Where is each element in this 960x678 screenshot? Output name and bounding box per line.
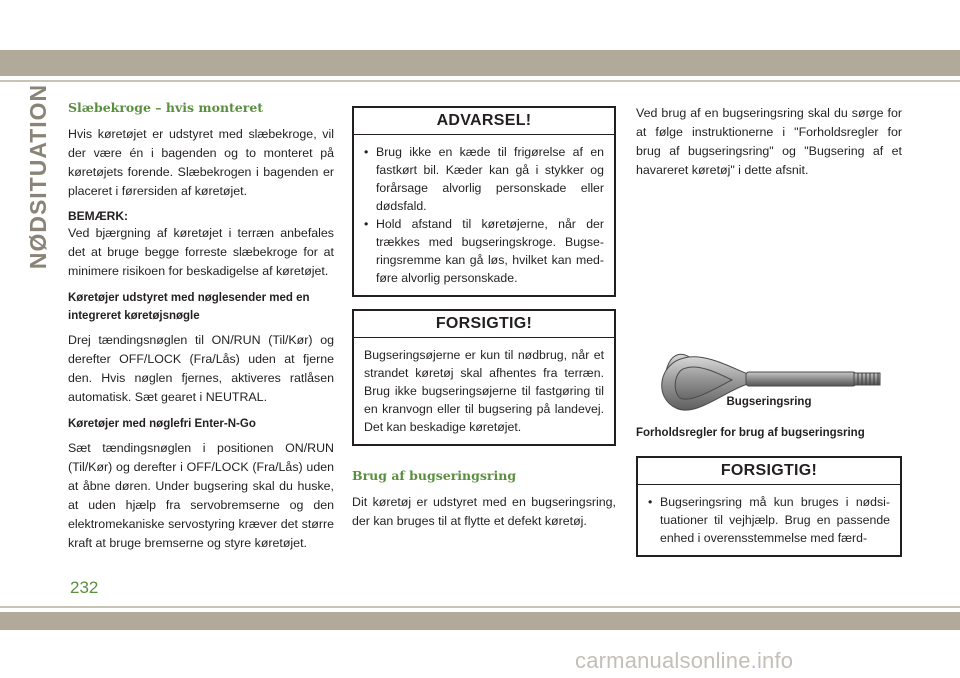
subheading-keyless: Køretøjer med nøglefri Enter-N-Go <box>68 418 256 430</box>
note-label: BEMÆRK: <box>68 209 128 223</box>
figure-caption: Bugseringsring <box>726 396 812 408</box>
footer-rule <box>0 606 960 608</box>
warning-title: ADVARSEL! <box>354 108 614 135</box>
section-heading-tow-ring: Brug af bugseringsring <box>352 468 517 483</box>
warning-item: • Hold afstand til køretøjerne, når der trækkes med bugseringskroge. Bugseringsremme kan gå løs, hvilket kan medføre alvorlig personskade. <box>364 215 604 287</box>
caution-title: FORSIGTIG! <box>354 311 614 338</box>
paragraph: Sæt tændingsnøglen i positionen ON/RUN (Til/Kør) og derefter i OFF/LOCK (Fra/Lås) uden at åbne døren. Under bugsering skal du huske, at uden hjælp fra servobremserne og den elektromekaniske servostyring kræver det større kraft at bruge bremserne og styre køretøjet. <box>68 441 334 550</box>
section-heading-tow-hooks: Slæbekroge – hvis monteret <box>68 100 264 115</box>
caution-text: Bugseringsøjerne er kun til nødbrug, når et strandet køretøj skal afhentes fra terræn. Brug ikke bugseringsøjerne til fastgøring til en kranvogn eller til bugsering på landevej. Det kan beskadige køretøjet. <box>364 348 604 434</box>
caution-box-2 <box>636 456 902 557</box>
warning-box <box>352 106 616 297</box>
paragraph: Drej tændingsnøglen til ON/RUN (Til/Kør) og derefter OFF/LOCK (Fra/Lås) uden at fjerne den. Hvis nøglen fjernes, aktiveres ratlåsen automatisk. Sæt gearet i NEUTRAL. <box>68 333 334 404</box>
caution-box <box>352 309 616 446</box>
footer-band <box>0 612 960 630</box>
column-3 <box>636 104 902 557</box>
column-2 <box>352 106 616 539</box>
watermark: carmanualsonline.info <box>575 648 794 673</box>
caution-title: FORSIGTIG! <box>638 458 900 485</box>
subheading-key-fob: Køretøjer udstyret med nøglesender med en integreret køretøjsnøgle <box>68 292 310 322</box>
paragraph: Hvis køretøjet er udstyret med slæbekroge, vil der være én i bagenden og to monteret på køretøjets forende. Slæbekrogen i bagenden er placeret i førersiden af køretøjet. <box>68 127 334 198</box>
page-number: 232 <box>70 578 99 597</box>
section-tab-label: NØDSITUATION <box>25 83 52 269</box>
tow-ring-image <box>636 330 902 440</box>
section-tab <box>25 83 52 269</box>
subheading-precautions: Forholdsregler for brug af bugseringsring <box>636 427 865 439</box>
warning-item: • Brug ikke en kæde til frigørelse af en fastkørt bil. Kæder kan gå i stykker og forårsage alvorlig personskade eller dødsfald. <box>364 143 604 215</box>
caution-item: • Bugseringsring må kun bruges i nødsituationer til vejhjælp. Brug en passende enhed i overensstemmelse med færd- <box>648 493 890 547</box>
figure <box>636 188 902 424</box>
paragraph: Ved brug af en bugseringsring skal du sørge for at følge instruktionerne i "Forholdsregler for brug af bugseringsring" og "Bugsering af et havareret køretøj" i dette afsnit. <box>636 106 902 177</box>
header-band <box>0 50 960 76</box>
header-rule <box>0 80 960 82</box>
note-text: Ved bjærgning af køretøjet i terræn anbefales det at bruge begge forreste slæbekroge for at minimere risikoen for beskadigelse af køretøjet. <box>68 226 334 278</box>
column-1 <box>68 100 334 561</box>
paragraph: Dit køretøj er udstyret med en bugseringsring, der kan bruges til at flytte et defekt køretøj. <box>352 495 616 528</box>
